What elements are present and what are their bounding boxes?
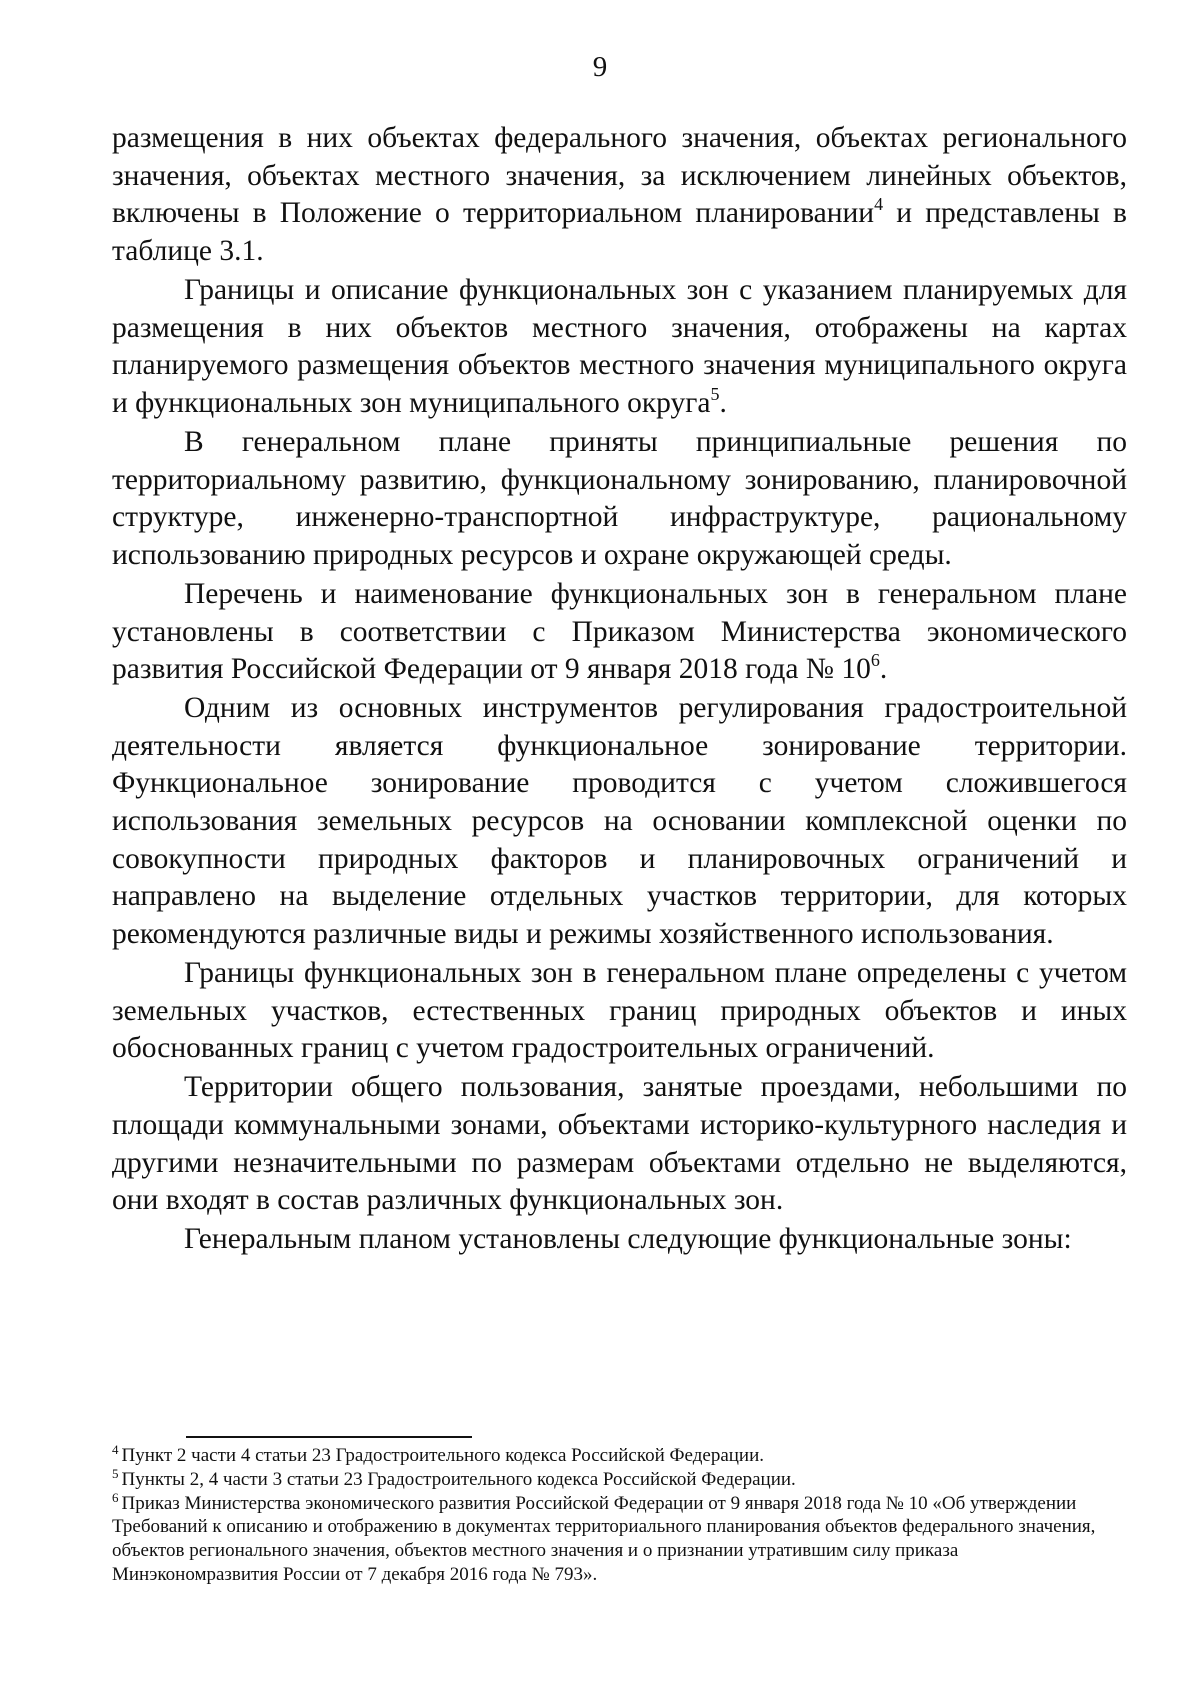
- footnote-reference: 5: [710, 383, 720, 404]
- footnote: [112, 1489, 1127, 1587]
- paragraph-text: Территории общего пользования, занятые проездами, небольшими по площади коммунальными зонами, объектами историко-культурного наследия и другими незначительными по размерам объектами отдельно не выделяются, они входят в состав различных функциональных зон.: [112, 1071, 1127, 1217]
- footnote-text: Пункт 2 части 4 статьи 23 Градостроительного кодекса Российской Федерации.: [121, 1445, 765, 1466]
- footnote-mark: 5: [112, 1465, 119, 1481]
- body-text: [112, 120, 1127, 1261]
- footnote-separator: [186, 1436, 472, 1438]
- footnote-reference: 6: [870, 650, 880, 671]
- footnote-mark: 6: [112, 1489, 119, 1505]
- paragraph: [112, 690, 1127, 953]
- footnote-reference: 4: [874, 194, 884, 215]
- paragraph: [112, 424, 1127, 574]
- paragraph-text: Перечень и наименование функциональных зон в генеральном плане установлены в соответствии с Приказом Министерства экономического развития Российской Федерации от 9 января 2018 года № 10: [112, 577, 1127, 686]
- paragraph-text: Генеральным планом установлены следующие функциональные зоны:: [184, 1223, 1072, 1256]
- paragraph-text-end: .: [879, 653, 888, 686]
- footnote: [112, 1465, 1127, 1492]
- footnotes: [112, 1444, 1127, 1587]
- page-number: 9: [592, 51, 608, 83]
- paragraph: [112, 576, 1127, 689]
- paragraph-text: В генеральном плане приняты принципиальные решения по территориальному развитию, функциональному зонированию, планировочной структуре, инженерно-транспортной инфраструктуре, рациональному использованию природных ресурсов и охране окружающей среды.: [112, 425, 1127, 571]
- footnote-text: Пункты 2, 4 части 3 статьи 23 Градостроительного кодекса Российской Федерации.: [121, 1468, 796, 1490]
- paragraph-text: Границы функциональных зон в генеральном плане определены с учетом земельных участков, естественных границ природных объектов и иных обоснованных границ с учетом градостроительных ограничений.: [112, 957, 1127, 1065]
- paragraph-text-end: и представлены в таблице 3.1.: [112, 197, 1127, 267]
- paragraph: [112, 955, 1127, 1068]
- paragraph: [112, 1069, 1127, 1219]
- paragraph-text: Одним из основных инструментов регулирования градостроительной деятельности является функциональное зонирование территории. Функциональное зонирование проводится с учетом сложившегося использования земельных ресурсов на основании комплексной оценки по совокупности природных факторов и планировочных ограничений и направлено на выделение отдельных участков территории, для которых рекомендуются различные виды и режимы хозяйственного использования.: [112, 692, 1127, 950]
- paragraph-text: Границы и описание функциональных зон с указанием планируемых для размещения в них объектов местного значения, отображены на картах планируемого размещения объектов местного значения муниципального округа и функциональных зон муниципального округа: [112, 273, 1127, 419]
- footnote-text: Приказ Министерства экономического развития Российской Федерации от 9 января 2018 года № 10 «Об утверждении Требований к описанию и отображению в документах территориального планирования объектов федерального значения, объектов регионального значения, объектов местного значения и о признании утратившим силу приказа Минэкономразвития России от 7 декабря 2016 года № 793».: [112, 1492, 1096, 1585]
- paragraph: [112, 1221, 1127, 1259]
- footnote-mark: 4: [112, 1442, 119, 1457]
- paragraph: [112, 120, 1127, 270]
- paragraph: [112, 272, 1127, 422]
- paragraph-text: размещения в них объектах федерального значения, объектах регионального значения, объектах местного значения, за исключением линейных объектов, включены в Положение о территориальном планировании: [112, 122, 1127, 230]
- footnote: [112, 1444, 1127, 1468]
- paragraph-text-end: .: [719, 386, 727, 419]
